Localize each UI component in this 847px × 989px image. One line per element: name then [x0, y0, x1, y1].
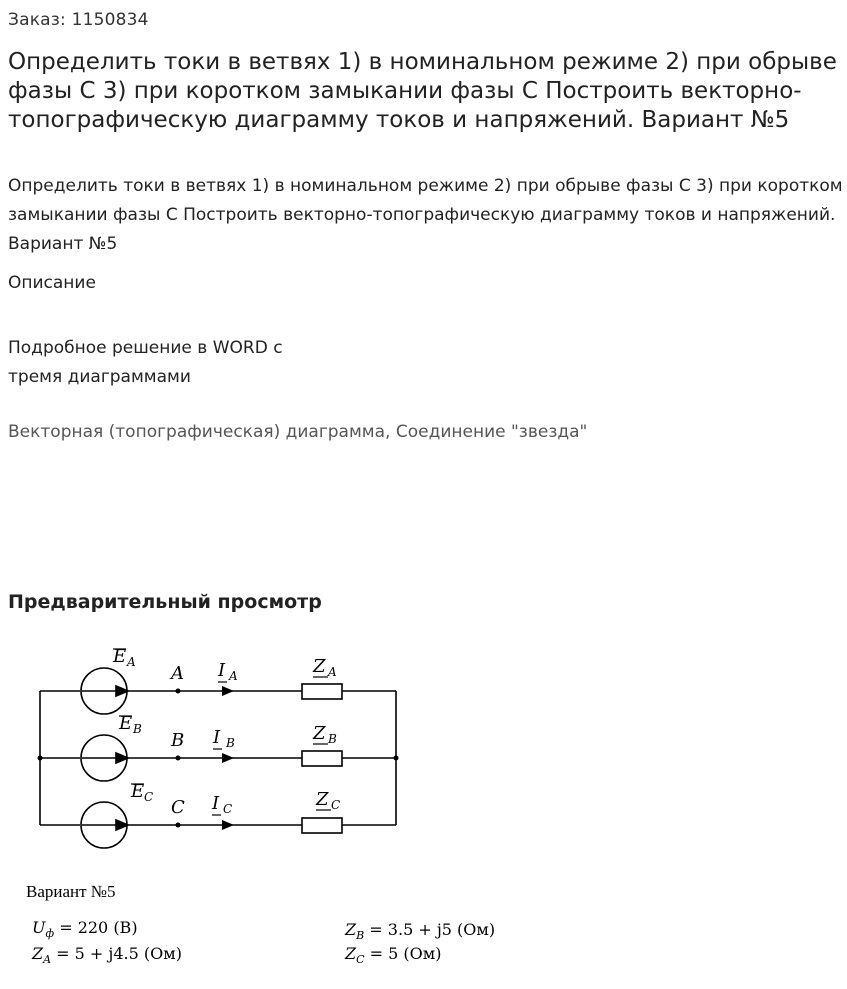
- formula-u-value: = 220 (В): [54, 918, 138, 937]
- label-ia: I: [218, 660, 226, 681]
- formula-zb: [345, 920, 495, 942]
- formula-za-symbol: Z: [32, 944, 44, 963]
- circuit-diagram: [0, 628, 520, 868]
- left-junction-dot: [38, 756, 43, 761]
- impedance-b: [302, 751, 342, 766]
- formula-zb-symbol: Z: [345, 920, 357, 939]
- label-ib-sub: B: [226, 736, 235, 750]
- current-c-arrow: [222, 820, 234, 830]
- label-ea-sub: A: [127, 655, 136, 669]
- label-zb: Z: [313, 723, 326, 744]
- label-eb: E: [119, 713, 133, 734]
- label-ia-sub: A: [229, 669, 238, 683]
- solution-note: [8, 334, 338, 392]
- label-zb-sub: B: [328, 732, 337, 746]
- solution-line-2: тремя диаграммами: [8, 367, 191, 387]
- impedance-a: [302, 684, 342, 699]
- formula-zc-value: = 5 (Ом): [364, 944, 442, 963]
- preview-image: [0, 628, 520, 988]
- label-node-b: B: [171, 730, 185, 751]
- label-za: Z: [313, 656, 326, 677]
- page-title: Определить токи в ветвях 1) в номинальном режиме 2) при обрыве фазы С 3) при коротком замыкании фазы С Построить векторно-топографическую диаграмму токов и напряжений. Вариант №5: [8, 49, 837, 133]
- label-node-c: C: [171, 797, 185, 818]
- formula-za: [32, 944, 182, 966]
- formula-zc: [345, 944, 441, 966]
- category-tags[interactable]: Векторная (топографическая) диаграмма, Соединение "звезда": [8, 422, 588, 442]
- formula-phase-voltage: [32, 918, 138, 940]
- variant-label: Вариант №5: [26, 882, 116, 901]
- impedance-c: [302, 818, 342, 833]
- label-zc-sub: C: [331, 798, 341, 812]
- formula-u-symbol: U: [32, 918, 46, 937]
- label-ea: E: [113, 646, 127, 667]
- solution-line-1: Подробное решение в WORD с: [8, 338, 283, 358]
- formula-za-value: = 5 + j4.5 (Ом): [51, 944, 182, 963]
- formula-zc-sub: C: [356, 953, 365, 967]
- label-za-sub: A: [328, 665, 337, 679]
- order-number: Заказ: 1150834: [8, 10, 149, 30]
- label-zc: Z: [316, 789, 329, 810]
- formula-zb-sub: B: [356, 929, 365, 943]
- current-a-arrow: [222, 686, 234, 696]
- formula-za-sub: A: [43, 953, 52, 967]
- description-heading: Описание: [8, 273, 96, 293]
- formula-u-sub: ф: [45, 927, 55, 941]
- preview-heading: Предварительный просмотр: [8, 591, 322, 613]
- formula-zb-value: = 3.5 + j5 (Ом): [364, 920, 496, 939]
- right-junction-dot: [394, 756, 399, 761]
- node-c-dot: [176, 823, 181, 828]
- current-b-arrow: [222, 753, 234, 763]
- label-ic-sub: C: [223, 802, 233, 816]
- formula-zc-symbol: Z: [345, 944, 357, 963]
- label-ec: E: [131, 781, 145, 802]
- node-a-dot: [176, 689, 181, 694]
- label-eb-sub: B: [133, 722, 142, 736]
- label-ec-sub: C: [144, 790, 154, 804]
- label-ib: I: [213, 727, 221, 748]
- label-node-a: A: [171, 663, 184, 684]
- task-description: Определить токи в ветвях 1) в номинальном режиме 2) при обрыве фазы С 3) при коротком замыкании фазы С Построить векторно-топографическую диаграмму токов и напряжений. Вариант №5: [8, 176, 843, 254]
- node-b-dot: [176, 756, 181, 761]
- label-ic: I: [212, 793, 220, 814]
